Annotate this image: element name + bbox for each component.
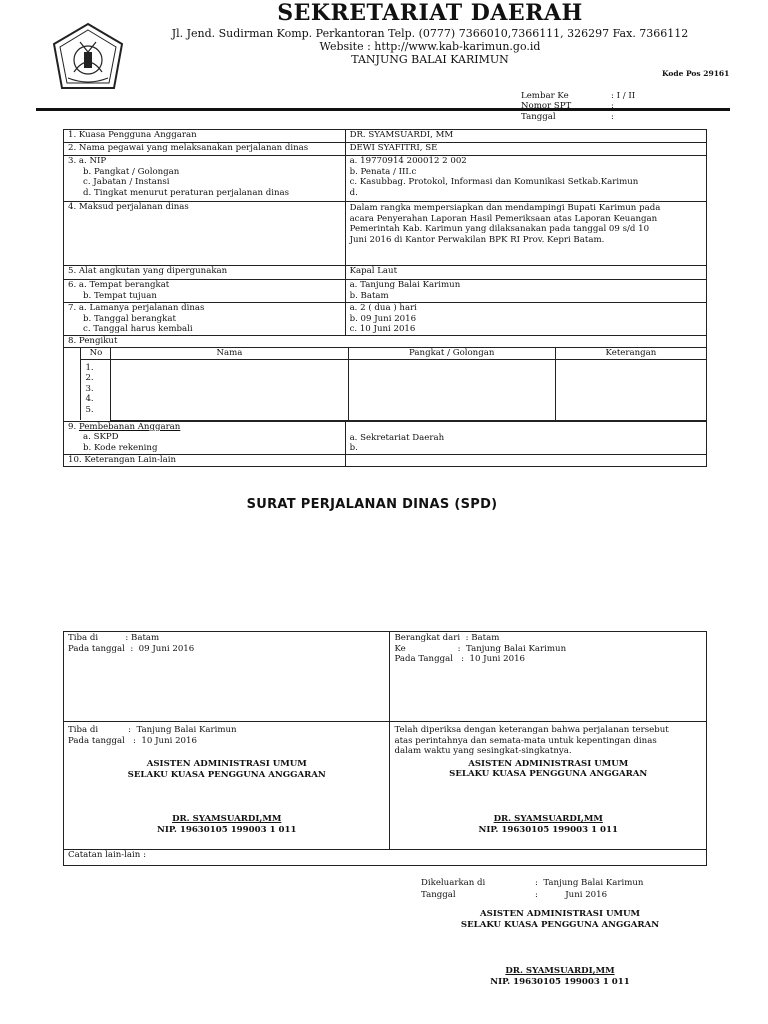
signatory-role: SELAKU KUASA PENGGUNA ANGGARAN	[449, 769, 648, 780]
row7-label-a: 7. a. Lamanya perjalanan dinas	[68, 303, 205, 313]
tiba-di: Tiba di : Tanjung Balai Karimun	[68, 725, 237, 735]
spd-table	[63, 631, 707, 866]
col-nama: Nama	[111, 347, 348, 359]
pada-tanggal: Pada tanggal : 09 Juni 2016	[68, 643, 195, 654]
lembar-label: Lembar Ke	[521, 91, 569, 101]
row7-value-a: a. 2 ( dua ) hari	[349, 303, 417, 313]
spt-form-table	[63, 129, 707, 467]
pengikut-nama-cell	[111, 359, 348, 420]
row4-line: Juni 2016 di Kantor Perwakilan BPK RI Prov. Kepri Batam.	[349, 234, 605, 245]
row4-line: acara Penyerahan Laporan Hasil Pemeriksaan atas Laporan Keuangan	[349, 213, 658, 224]
signatory-title: ASISTEN ADMINISTRASI UMUM	[146, 759, 307, 770]
row4-line: Dalam rangka mempersiapkan dan mendampingi Bupati Karimun pada	[349, 203, 661, 213]
row7-label-b: b. Tanggal berangkat	[83, 313, 176, 324]
dikeluarkan-label: Dikeluarkan di	[421, 878, 486, 888]
row3-value-d: d.	[349, 187, 358, 198]
row5-label: 5. Alat angkutan yang dipergunakan	[64, 266, 346, 280]
row6-label-a: 6. a. Tempat berangkat	[68, 280, 170, 290]
row1-value: DR. SYAMSUARDI, MM	[345, 130, 706, 143]
signatory-name: DR. SYAMSUARDI,MM	[172, 814, 282, 825]
footer-signatory-role: SELAKU KUASA PENGGUNA ANGGARAN	[460, 920, 660, 930]
kode-pos: Kode Pos 29161	[662, 69, 730, 78]
row8-pengikut	[64, 336, 707, 422]
row9-label	[64, 421, 346, 454]
row7-label	[64, 303, 346, 336]
tanggal-value: :	[611, 112, 614, 122]
pengikut-ket-cell	[555, 359, 706, 420]
row3-label-d: d. Tingkat menurut peraturan perjalanan dinas	[83, 187, 290, 198]
row2-label: 2. Nama pegawai yang melaksanakan perjalanan dinas	[64, 143, 346, 156]
berangkat-dari: Berangkat dari : Batam	[394, 633, 500, 643]
row3-label	[64, 156, 346, 202]
row7-value	[345, 303, 706, 336]
col-no: No	[81, 347, 111, 359]
spd-cell-diperiksa	[390, 722, 707, 850]
coat-of-arms-logo	[50, 22, 126, 94]
row7-value-c: c. 10 Juni 2016	[349, 324, 416, 335]
signatory-role: SELAKU KUASA PENGGUNA ANGGARAN	[127, 769, 326, 780]
row2-value: DEWI SYAFITRI, SE	[345, 143, 706, 156]
header-address: Jl. Jend. Sudirman Komp. Perkantoran Telp. (0777) 7366010,7366111, 326297 Fax. 7366112	[171, 27, 689, 40]
row6-label-b: b. Tempat tujuan	[83, 290, 157, 301]
header-website: Website : http://www.kab-karimun.go.id	[319, 40, 541, 53]
statement-line: dalam waktu yang sesingkat-singkatnya.	[394, 746, 572, 757]
footer-signatory-title: ASISTEN ADMINISTRASI UMUM	[479, 909, 641, 919]
signatory-nip: NIP. 19630105 199003 1 011	[478, 824, 618, 835]
col-pangkat: Pangkat / Golongan	[348, 347, 555, 359]
row6-value	[345, 280, 706, 303]
row9-value	[345, 421, 706, 454]
row4-line: Pemerintah Kab. Karimun yang dilaksanakan pada tanggal 09 s/d 10	[349, 224, 650, 235]
row7-label-c: c. Tanggal harus kembali	[83, 324, 193, 335]
row3-value-b: b. Penata / III.c	[349, 166, 417, 177]
list-item: 5.	[85, 404, 94, 415]
pengikut-pangkat-cell	[348, 359, 555, 420]
row6-label	[64, 280, 346, 303]
signatory-nip: NIP. 19630105 199003 1 011	[156, 824, 297, 835]
catatan-lain: Catatan lain-lain :	[64, 850, 707, 866]
header-title: SEKRETARIAT DAERAH	[277, 0, 583, 26]
row9-label-b: b. Kode rekening	[83, 442, 158, 453]
pada-tanggal: Pada Tanggal : 10 Juni 2016	[394, 654, 526, 665]
header-city: TANJUNG BALAI KARIMUN	[351, 53, 509, 66]
pengikut-numbers	[81, 359, 111, 420]
row4-value	[345, 202, 706, 266]
row9-label-a: a. SKPD	[83, 432, 119, 443]
signatory-title: ASISTEN ADMINISTRASI UMUM	[468, 758, 629, 769]
signatory-name: DR. SYAMSUARDI,MM	[493, 813, 603, 824]
list-item: 1.	[85, 362, 94, 373]
row9-num: 9.	[68, 421, 77, 432]
footer-signatory-name: DR. SYAMSUARDI,MM	[505, 966, 615, 976]
col-keterangan: Keterangan	[555, 347, 706, 359]
row3-value-c: c. Kasubbag. Protokol, Informasi dan Komunikasi Setkab.Karimun	[349, 177, 639, 188]
spd-title: SURAT PERJALANAN DINAS (SPD)	[246, 497, 498, 512]
row9-title: Pembebanan Anggaran	[78, 421, 181, 432]
spd-cell-tiba-batam	[64, 632, 390, 722]
pada-tanggal: Pada tanggal : 10 Juni 2016	[68, 735, 197, 746]
row3-label-b: b. Pangkat / Golongan	[83, 166, 180, 177]
row5-value: Kapal Laut	[345, 266, 706, 280]
row10-label: 10. Keterangan Lain-lain	[64, 454, 346, 466]
row3-value	[345, 156, 706, 202]
tanggal-label: Tanggal	[521, 112, 556, 122]
footer-signatory-nip: NIP. 19630105 199003 1 011	[490, 977, 630, 987]
statement-line: atas perintahnya dan semata-mata untuk kepentingan dinas	[394, 735, 657, 746]
nomor-spt-label: Nomor SPT	[521, 101, 572, 111]
footer-tanggal-value: : Juni 2016	[535, 890, 608, 900]
row7-value-b: b. 09 Juni 2016	[349, 313, 417, 324]
footer-tanggal-label: Tanggal	[421, 890, 456, 900]
ke: Ke : Tanjung Balai Karimun	[394, 643, 567, 654]
row3-label-c: c. Jabatan / Instansi	[83, 177, 170, 188]
row3-label-a: 3. a. NIP	[68, 156, 107, 166]
statement-line: Telah diperiksa dengan keterangan bahwa perjalanan tersebut	[394, 725, 669, 735]
spd-cell-tiba-karimun	[64, 722, 390, 850]
tiba-di: Tiba di : Batam	[68, 633, 160, 643]
list-item: 2.	[85, 373, 94, 384]
row10-value	[345, 454, 706, 466]
dikeluarkan-value: : Tanjung Balai Karimun	[535, 878, 644, 888]
spd-cell-berangkat	[390, 632, 707, 722]
pengikut-table	[64, 347, 706, 421]
row4-label: 4. Maksud perjalanan dinas	[64, 202, 346, 266]
row9-value-b: b.	[349, 443, 358, 454]
row6-value-b: b. Batam	[349, 290, 389, 301]
row1-label: 1. Kuasa Pengguna Anggaran	[64, 130, 346, 143]
row6-value-a: a. Tanjung Balai Karimun	[349, 280, 461, 290]
list-item: 4.	[85, 394, 94, 405]
lembar-value: : I / II	[611, 91, 636, 101]
row9-value-a: a. Sekretariat Daerah	[349, 432, 445, 443]
row3-value-a: a. 19770914 200012 2 002	[349, 156, 467, 166]
nomor-spt-value: :	[611, 101, 614, 111]
list-item: 3.	[85, 383, 94, 394]
header-rule	[36, 108, 730, 111]
row9-heading	[68, 422, 341, 433]
row8-label: 8. Pengikut	[68, 336, 118, 346]
